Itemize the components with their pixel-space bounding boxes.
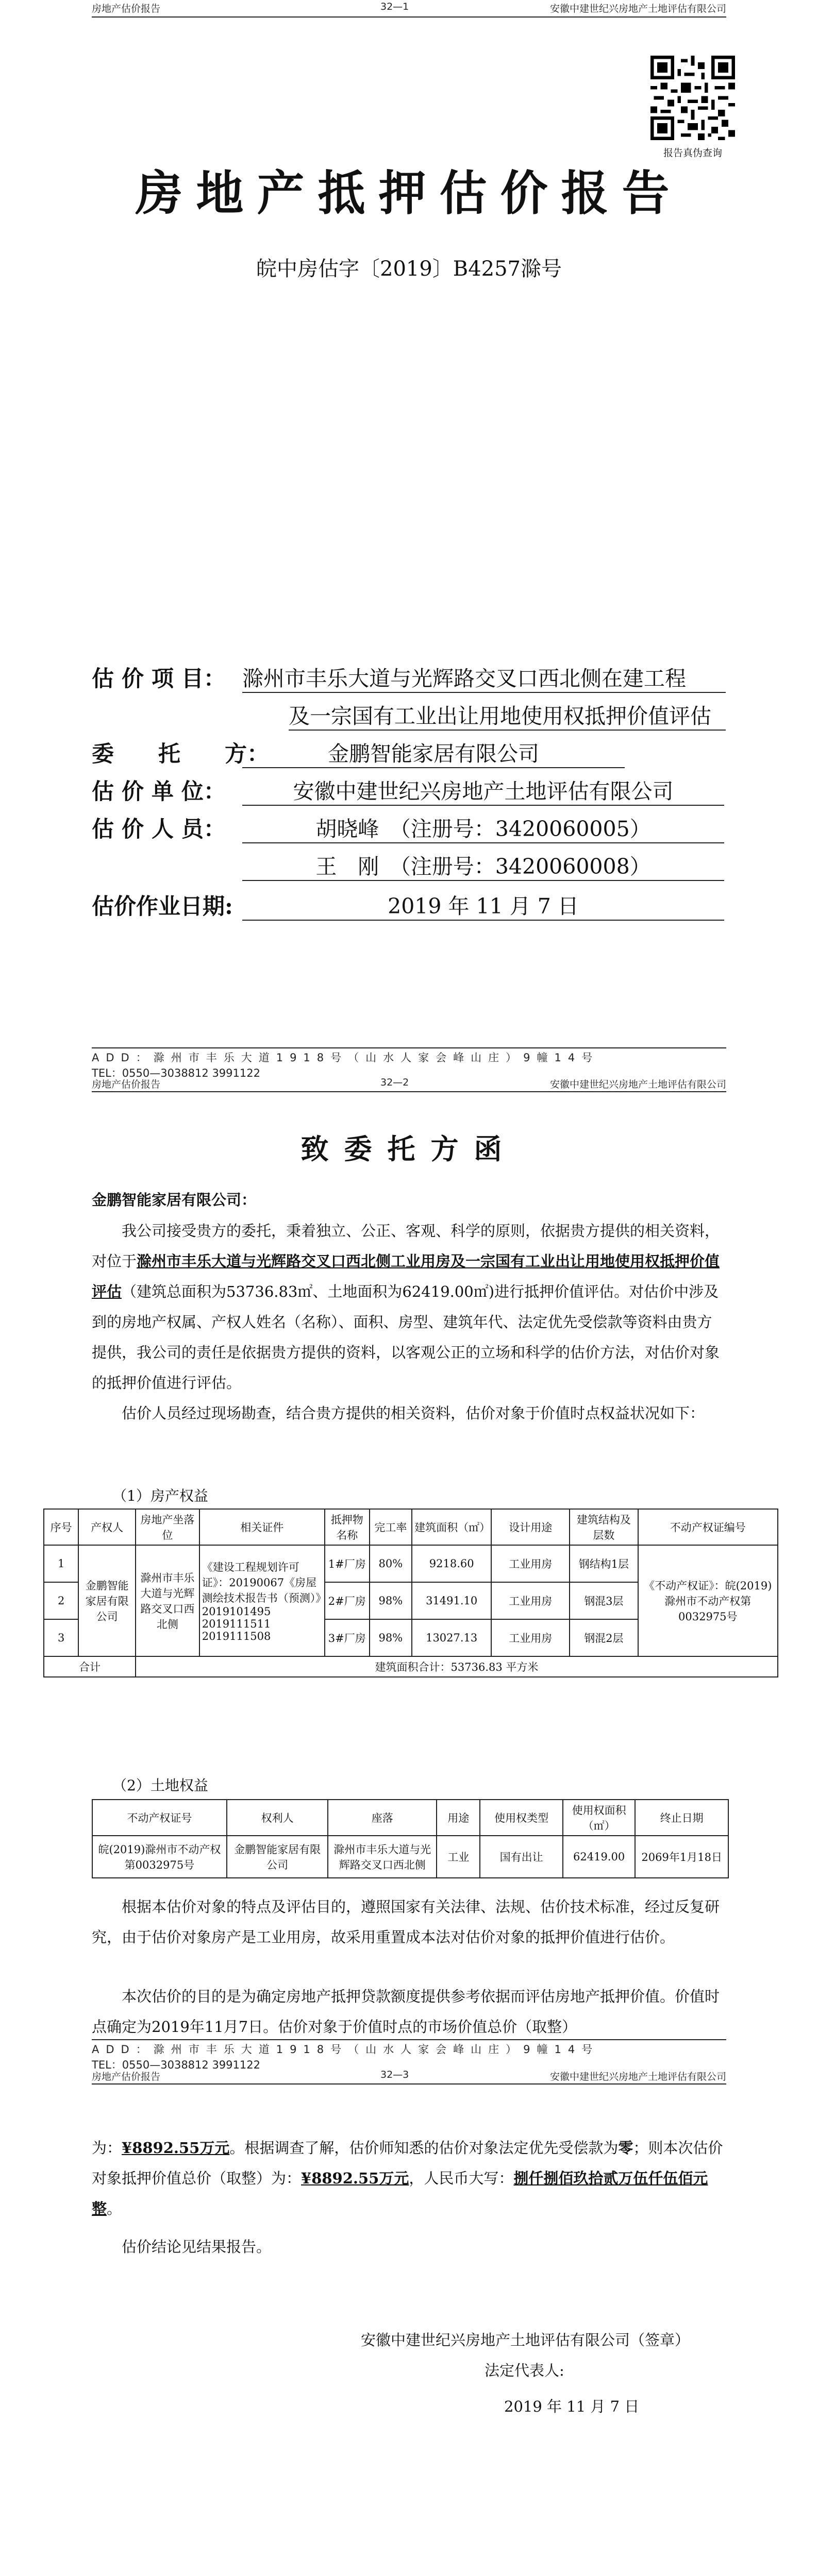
header-page-number: 32—2 xyxy=(380,1077,409,1088)
conclusion-note: 估价结论见结果报告。 xyxy=(122,2238,272,2256)
conclusion-text-d: ，人民币大写： xyxy=(409,2170,514,2187)
priority-amount: 零 xyxy=(618,2139,633,2157)
footer-rule xyxy=(92,2039,726,2040)
letter-paragraph-2: 估价人员经过现场勘查，结合贵方提供的相关资料，估价对象于价值时点权益状况如下： xyxy=(122,1404,705,1422)
table-row xyxy=(92,1836,728,1878)
mortgage-value: ¥8892.55万元 xyxy=(301,2170,409,2187)
table-header-cell: 序号 xyxy=(44,1509,78,1545)
table-cell: 建筑面积合计：53736.83 平方米 xyxy=(136,1656,778,1677)
table-cell: 金鹏智能家居有限公司 xyxy=(78,1545,136,1656)
table-cell: 9218.60 xyxy=(412,1545,491,1582)
mortgage-value-words: 捌仟捌佰玖拾贰万伍仟伍佰元整 xyxy=(92,2170,708,2217)
footer-tel: TEL：0550—3038812 3991122 xyxy=(92,1067,260,1079)
table-header-cell: 完工率 xyxy=(370,1509,412,1545)
table-header-cell: 终止日期 xyxy=(635,1800,728,1836)
table-cell: 滁州市丰乐大道与光辉路交叉口西北侧 xyxy=(136,1545,199,1656)
letter-salutation: 金鹏智能家居有限公司： xyxy=(92,1191,257,1209)
table-header-cell: 产权人 xyxy=(78,1509,136,1545)
table-cell: 3#厂房 xyxy=(325,1619,370,1656)
header-right: 安徽中建世纪兴房地产土地评估有限公司 xyxy=(549,2071,726,2082)
table-cell: 钢混2层 xyxy=(570,1619,638,1656)
table-header-cell: 建筑结构及层数 xyxy=(570,1509,638,1545)
table-cell: 1 xyxy=(44,1545,78,1582)
table-cell: 钢结构1层 xyxy=(570,1545,638,1582)
project-label: 估 价 项 目： xyxy=(92,666,226,692)
table-cell: 工业用房 xyxy=(491,1582,570,1619)
client-value: 金鹏智能家居有限公司 xyxy=(242,737,625,768)
table-cell: 2#厂房 xyxy=(325,1582,370,1619)
signature-company: 安徽中建世纪兴房地产土地评估有限公司（签章） xyxy=(361,2331,690,2349)
header-right: 安徽中建世纪兴房地产土地评估有限公司 xyxy=(549,3,726,14)
footer-address: ADD：滁州市丰乐大道1918号（山水人家会峰山庄）9幢14号 xyxy=(92,2043,599,2056)
table-header-row xyxy=(92,1800,728,1836)
client-label: 委 托 方： xyxy=(92,741,269,767)
table-cell: 80% xyxy=(370,1545,412,1582)
staff-label: 估 价 人 员： xyxy=(92,817,226,842)
table-row xyxy=(44,1545,778,1582)
table-header-cell: 使用权面积（㎡） xyxy=(563,1800,635,1836)
table-cell: 工业 xyxy=(437,1836,480,1878)
letter-paragraph-1 xyxy=(92,1216,727,1398)
table-cell: 13027.13 xyxy=(412,1619,491,1656)
table-cell: 3 xyxy=(44,1619,78,1656)
header-right: 安徽中建世纪兴房地产土地评估有限公司 xyxy=(549,1079,726,1090)
table-header-cell: 不动产权证编号 xyxy=(638,1509,778,1545)
table-header-row xyxy=(44,1509,778,1545)
table-cell: 皖(2019)滁州市不动产权第0032975号 xyxy=(92,1836,227,1878)
table-cell: 2069年1月18日 xyxy=(635,1836,728,1878)
table1-caption: （1）房产权益 xyxy=(112,1487,208,1504)
market-value: ¥8892.55万元 xyxy=(122,2139,230,2157)
staff-value-2: 王 刚 （注册号：3420060008） xyxy=(242,850,724,881)
table-cell: 《不动产权证》：皖(2019)滁州市不动产权第0032975号 xyxy=(638,1545,778,1656)
org-label: 估 价 单 位： xyxy=(92,779,226,805)
table-cell: 1#厂房 xyxy=(325,1545,370,1582)
table-cell: 滁州市丰乐大道与光辉路交叉口西北侧 xyxy=(328,1836,437,1878)
table-header-cell: 房地产坐落位 xyxy=(136,1509,199,1545)
qr-label: 报告真伪查询 xyxy=(663,147,722,159)
table-cell: 钢混3层 xyxy=(570,1582,638,1619)
date-value: 2019 年 11 月 7 日 xyxy=(242,889,724,921)
table-header-cell: 建筑面积（㎡） xyxy=(412,1509,491,1545)
header-page-number: 32—3 xyxy=(380,2069,409,2080)
org-value: 安徽中建世纪兴房地产土地评估有限公司 xyxy=(242,774,724,806)
report-title: 房地产抵押估价报告 xyxy=(135,165,683,221)
header-left: 房地产估价报告 xyxy=(92,1079,161,1090)
table-header-cell: 不动产权证号 xyxy=(92,1800,227,1836)
page-footer xyxy=(92,2041,726,2072)
table-cell: 98% xyxy=(370,1582,412,1619)
footer-address: ADD：滁州市丰乐大道1918号（山水人家会峰山庄）9幢14号 xyxy=(92,1052,599,1064)
header-page-number: 32—1 xyxy=(380,1,409,12)
table-header-cell: 设计用途 xyxy=(491,1509,570,1545)
table-cell: 工业用房 xyxy=(491,1619,570,1656)
table-cell: 工业用房 xyxy=(491,1545,570,1582)
page-footer xyxy=(92,1049,726,1080)
conclusion-text-e: 。 xyxy=(107,2200,122,2217)
table-cell: 合计 xyxy=(44,1656,136,1677)
footer-rule xyxy=(92,1047,726,1048)
date-label: 估价作业日期: xyxy=(92,894,233,920)
conclusion-text-b: 。根据调查了解，估价师知悉的估价对象法定优先受偿款为 xyxy=(229,2139,619,2157)
header-rule xyxy=(92,2083,726,2084)
table-header-cell: 座落 xyxy=(328,1800,437,1836)
land-rights-table xyxy=(92,1799,729,1878)
signature-representative: 法定代表人: xyxy=(485,2362,564,2379)
p1-text-c: （建筑总面积为53736.83㎡、土地面积为62419.00㎡)进行抵押价值评估。对估价中涉及到的房地产权属、产权人姓名（名称）、面积、房型、建筑年代、法定优先受偿款等资料由贵方提供，我公司的责任是依据贵方提供的资料，以客观公正的立场和科学的估价方法，对估价对象的抵押价值进行评估。 xyxy=(92,1283,720,1392)
letter-paragraph-3: 根据本估价对象的特点及评估目的，遵照国家有关法律、法规、估价技术标准，经过反复研究，由于估价对象房产是工业用房，故采用重置成本法对估价对象的抵押价值进行估价。 xyxy=(92,1898,720,1946)
property-rights-table xyxy=(43,1509,778,1677)
footer-tel: TEL：0550—3038812 3991122 xyxy=(92,2059,260,2071)
p1-subject: 滁州市丰乐大道与光辉路交叉口西北侧工业用房及一宗国有工业出让用地使用权抵押价值评估 xyxy=(92,1252,720,1300)
header-left: 房地产估价报告 xyxy=(92,3,161,14)
letter-title: 致委托方函 xyxy=(301,1132,517,1165)
header-rule xyxy=(92,16,726,18)
conclusion-text-c: ；则本次估价对象抵押价值总价（取整）为： xyxy=(92,2139,723,2187)
qr-code-icon[interactable] xyxy=(650,56,735,140)
signature-date: 2019 年 11 月 7 日 xyxy=(504,2398,640,2415)
conclusion-text-a: 为： xyxy=(92,2139,122,2157)
table-header-cell: 使用权类型 xyxy=(480,1800,563,1836)
table-cell: 国有出让 xyxy=(480,1836,563,1878)
table-cell: 金鹏智能家居有限公司 xyxy=(227,1836,328,1878)
table-total-row xyxy=(44,1656,778,1677)
project-value-line1: 滁州市丰乐大道与光辉路交叉口西北侧在建工程 xyxy=(242,662,726,693)
letter-paragraph-4: 本次估价的目的是为确定房地产抵押贷款额度提供参考依据而评估房地产抵押价值。价值时点确定为2019年11月7日。估价对象于价值时点的市场价值总价（取整） xyxy=(92,1988,720,2036)
staff-value-1: 胡晓峰 （注册号：3420060005） xyxy=(242,812,724,843)
table-header-cell: 相关证件 xyxy=(199,1509,325,1545)
table-header-cell: 用途 xyxy=(437,1800,480,1836)
header-rule xyxy=(92,1091,726,1092)
project-value-line2: 及一宗国有工业出让用地使用权抵押价值评估 xyxy=(289,699,726,731)
table-header-cell: 权利人 xyxy=(227,1800,328,1836)
document-number: 皖中房估字〔2019〕B4257滁号 xyxy=(256,257,562,281)
table2-caption: （2）土地权益 xyxy=(112,1777,208,1794)
table-cell: 62419.00 xyxy=(563,1836,635,1878)
table-header-cell: 抵押物名称 xyxy=(325,1509,370,1545)
p1-text-a: 我公司接受贵方的委托，秉着独立、公正、客观、科学的原则，依据贵方提供的相关资料，对位于 xyxy=(92,1222,720,1270)
header-left: 房地产估价报告 xyxy=(92,2071,161,2082)
table-cell: 31491.10 xyxy=(412,1582,491,1619)
table-cell: 《建设工程规划许可证》：20190067《房屋测绘技术报告书（预测）》2019101495 2019111511 2019111508 xyxy=(199,1545,325,1656)
conclusion-paragraph xyxy=(92,2133,727,2224)
table-cell: 2 xyxy=(44,1582,78,1619)
table-cell: 98% xyxy=(370,1619,412,1656)
